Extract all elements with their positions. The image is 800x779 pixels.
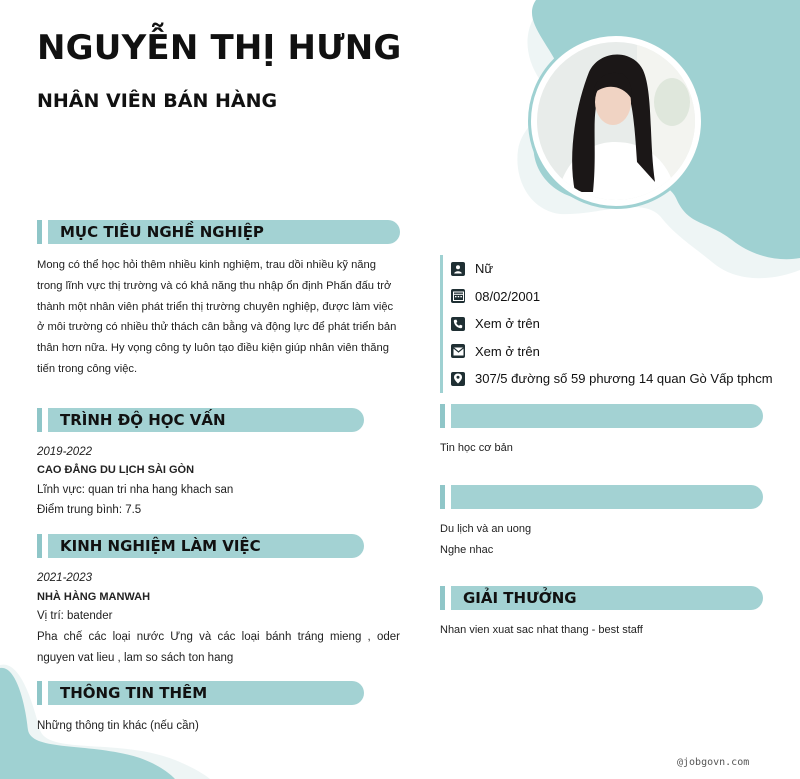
section-accent-bar	[37, 534, 42, 558]
objective-text: Mong có thể học hỏi thêm nhiều kinh nghiệm, trau dồi nhiều kỹ năng trong lĩnh vực thị trường và có khả năng thu nhập ổn định Phấn đấu trở thành một nhân viên phát triển thị trường chuyên nghiệp, được làm việc ở môi trường có nhiều thử thách cân bằng và động lực để phát triển bản thân hơn nữa. Hy vọng công ty luôn tạo điều kiện giúp nhân viên thăng tiến trong công việc.	[37, 259, 397, 375]
section-header-objective	[37, 220, 400, 244]
section-accent-bar	[440, 485, 445, 509]
contact-row-address	[443, 365, 773, 393]
section-accent-bar	[440, 586, 445, 610]
section-title: TRÌNH ĐỘ HỌC VẤN	[48, 408, 364, 432]
contact-row-email	[443, 338, 773, 366]
education-period: 2019-2022	[37, 446, 92, 458]
experience-description: Pha chế các loại nước Ưng và các loại bánh tráng mieng , oder nguyen vat lieu , lam so sách ton hang	[37, 631, 400, 664]
section-header-hobbies	[440, 485, 763, 509]
section-header-extra	[37, 681, 364, 705]
section-title	[451, 404, 763, 428]
profile-photo	[537, 42, 695, 200]
section-title: KINH NGHIỆM LÀM VIỆC	[48, 534, 364, 558]
section-title: THÔNG TIN THÊM	[48, 681, 364, 705]
experience-company: NHÀ HÀNG MANWAH	[37, 591, 151, 603]
contact-row-birthday	[443, 283, 773, 311]
extra-text: Những thông tin khác (nếu cần)	[37, 720, 199, 732]
section-title: MỤC TIÊU NGHỀ NGHIỆP	[48, 220, 400, 244]
experience-period: 2021-2023	[37, 572, 92, 584]
award-item: Nhan vien xuat sac nhat thang - best staff	[440, 624, 643, 636]
section-accent-bar	[37, 681, 42, 705]
section-title: GIẢI THƯỞNG	[451, 586, 763, 610]
profile-photo-frame	[528, 33, 704, 209]
contact-phone: Xem ở trên	[475, 316, 540, 332]
job-title: NHÂN VIÊN BÁN HÀNG	[37, 90, 278, 112]
email-icon	[451, 344, 465, 358]
candidate-name: NGUYỄN THỊ HƯNG	[37, 28, 402, 68]
contact-row-gender	[443, 255, 773, 283]
phone-icon	[451, 317, 465, 331]
contact-birthday: 08/02/2001	[475, 288, 541, 304]
contact-gender: Nữ	[475, 261, 494, 277]
person-icon	[451, 262, 465, 276]
watermark: @jobgovn.com	[677, 757, 750, 768]
contact-row-phone	[443, 310, 773, 338]
hobby-item: Du lịch và an uong	[440, 523, 532, 535]
section-header-awards	[440, 586, 763, 610]
section-accent-bar	[440, 404, 445, 428]
section-header-experience	[37, 534, 364, 558]
skill-item: Tin học cơ bản	[440, 442, 513, 454]
calendar-icon	[451, 289, 465, 303]
location-pin-icon	[451, 372, 465, 386]
contact-info	[440, 255, 773, 393]
section-header-education	[37, 408, 364, 432]
section-accent-bar	[37, 220, 42, 244]
experience-position: Vị trí: batender	[37, 610, 113, 622]
hobby-item: Nghe nhac	[440, 544, 494, 556]
contact-address: 307/5 đường số 59 phương 14 quan Gò Vấp tphcm	[475, 371, 773, 387]
contact-email: Xem ở trên	[475, 343, 540, 359]
education-school: CAO ĐẲNG DU LỊCH SÀI GÒN	[37, 464, 195, 476]
education-gpa: Điểm trung bình: 7.5	[37, 504, 142, 516]
section-accent-bar	[37, 408, 42, 432]
education-field: Lĩnh vực: quan tri nha hang khach san	[37, 484, 234, 496]
section-title	[451, 485, 763, 509]
section-header-skills	[440, 404, 763, 428]
